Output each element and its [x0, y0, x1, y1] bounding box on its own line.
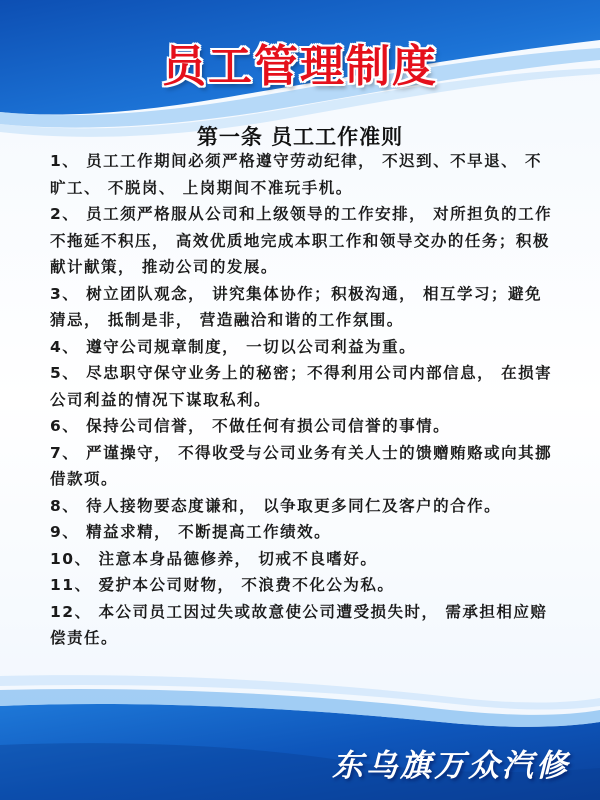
rule-item: 11、 爱护本公司财物， 不浪费不化公为私。 — [50, 576, 395, 594]
rule-item: 1、 员工工作期间必须严格遵守劳动纪律， 不迟到、不早退、 不旷工、 不脱岗、 上岗期间不准玩手机。 — [50, 152, 542, 197]
rule-item: 9、 精益求精， 不断提高工作绩效。 — [50, 523, 332, 541]
rule-item: 6、 保持公司信誉， 不做任何有损公司信誉的事情。 — [50, 417, 451, 435]
rule-item: 7、 严谨操守， 不得收受与公司业务有关人士的馈赠贿赂或向其挪借款项。 — [50, 443, 553, 488]
rule-item: 2、 员工须严格服从公司和上级领导的工作安排， 对所担负的工作不拖延不积压， 高效优质地完成本职工作和领导交办的任务；积极献计献策， 推动公司的发展。 — [50, 205, 553, 276]
section-heading: 第一条 员工工作准则 — [196, 125, 404, 149]
rule-item: 4、 遵守公司规章制度， 一切以公司利益为重。 — [50, 337, 417, 356]
rule-item: 10、 注意本身品德修养， 切戒不良嗜好。 — [50, 549, 378, 568]
footer-brand: 东乌旗万众汽修 — [332, 748, 570, 784]
rules-list — [50, 148, 558, 652]
rule-item: 8、 待人接物要态度谦和， 以争取更多同仁及客户的合作。 — [50, 496, 502, 515]
rule-item: 3、 树立团队观念， 讲究集体协作；积极沟通， 相互学习；避免猜忌， 抵制是非， 营造融洽和谐的工作氛围。 — [50, 284, 542, 329]
poster-title: 员工管理制度 — [162, 41, 438, 92]
rule-item: 5、 尽忠职守保守业务上的秘密；不得利用公司内部信息， 在损害公司利益的情况下谋取私利。 — [50, 364, 553, 409]
rule-item: 12、 本公司员工因过失或故意使公司遭受损失时， 需承担相应赔偿责任。 — [50, 602, 548, 647]
